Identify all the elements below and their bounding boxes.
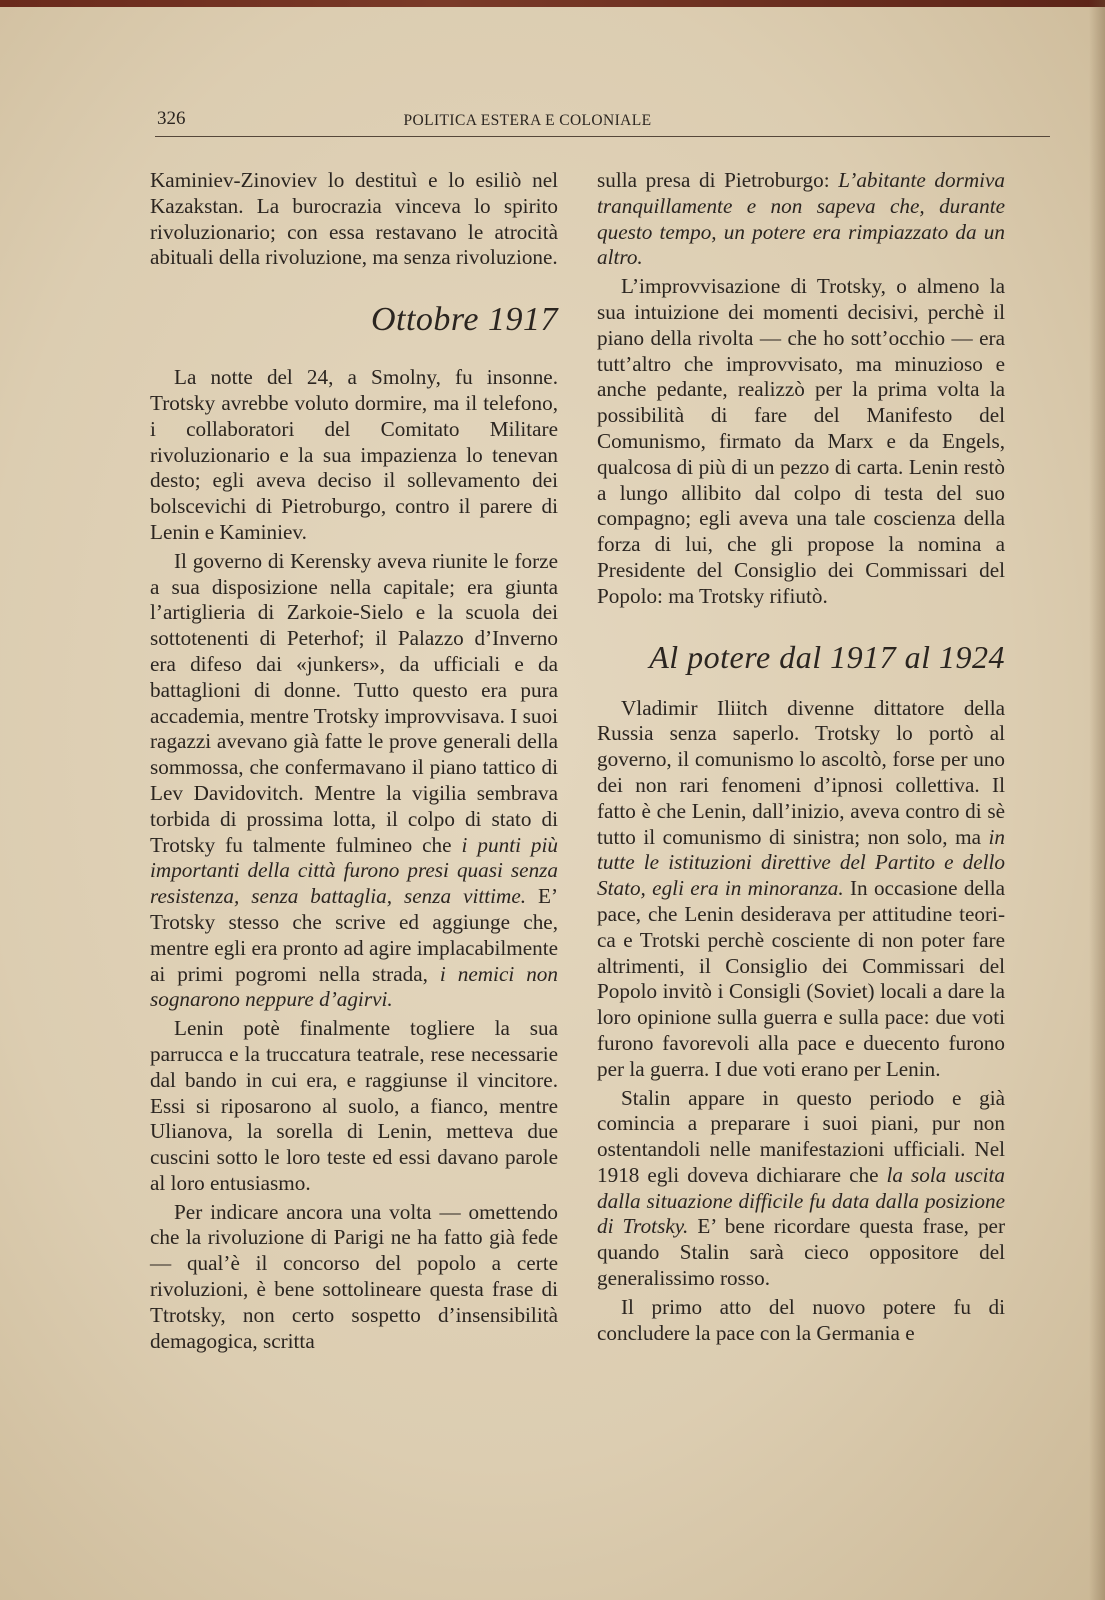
paragraph: L’improvvisazione di Trotsky, o almeno la sua intuizione dei momenti decisivi, perchè il piano della rivolta — che ho sott’occhio — era tutt’altro che improvvisato, ma minuzioso e anche pedante, realizzò per la prima volta la possibilità di fare del Manifesto del Comunismo, firmato da Marx e da Engels, qualcosa di più di un pezzo di carta. Lenin restò a lungo allibito dal colpo di testa del suo compagno; egli aveva una tale coscienza della forza di lui, che gli propose la nomina a Presidente del Consiglio dei Commissari del Popolo: ma Trotsky rifiutò.	[597, 274, 1005, 608]
left-column	[150, 168, 558, 1357]
section-heading-ottobre: Ottobre 1917	[370, 301, 558, 339]
text-run: E’ bene ricordare questa frase, per quando Stalin sarà cieco oppositore del generalissimo rosso.	[597, 1214, 1006, 1291]
paragraph: Per indicare ancora una volta — omettendo che la rivoluzione di Parigi ne ha fatto già fede — qual’è il concorso del popolo a certe rivoluzioni, è bene sottolineare questa frase di Ttrotsky, non certo sospetto d’insensibilità demagogica, scritta	[150, 1199, 558, 1353]
section-heading-al-potere: Al potere dal 1917 al 1924	[649, 638, 1005, 675]
text-run: Stalin appare in questo periodo e già comincia a preparare i suoi piani, pur non ostentandoli nelle manifestazioni ufficiali. Nel 1918 egli doveva dichiarare che	[597, 1085, 1005, 1187]
italic-quote: in tutte le istituzioni direttive del Partito e dello Stato, egli era in minoranza.	[597, 824, 1005, 901]
text-run: sulla presa di Pietroburgo:	[597, 168, 830, 192]
paragraph: Kaminiev-Zinoviev lo destituì e lo esiliò nel Kazakstan. La burocrazia vinceva lo spirito rivoluzionario; con essa restavano le atrocità abituali della rivoluzione, ma senza rivoluzione.	[150, 168, 558, 270]
italic-quote: L’abitante dormiva tranquillamente e non sapeva che, durante questo tempo, un potere era rimpiazzato da un altro.	[597, 168, 1006, 270]
paragraph	[597, 696, 1005, 1083]
text-run: Vladimir Iliitch divenne dittatore della Russia senza saperlo. Trotsky lo portò al governo, il comunismo lo ascoltò, forse per uno dei non rari fenomeni d’ipnosi collettiva. Il fatto è che Lenin, dall’inizio, aveva contro di sè tutto il comunismo di sinistra; non solo, ma	[597, 695, 1005, 849]
text-run: E’ Trotsky stesso che scrive ed aggiunge che, mentre egli era pronto ad agire implacabilmente ai primi pogromi nella strada,	[150, 884, 558, 986]
italic-quote: i punti più importanti della città furono presi quasi senza resistenza, senza battaglia, senza vittime.	[150, 832, 559, 909]
page-header	[155, 104, 1050, 140]
top-edge-band	[0, 0, 1105, 7]
paragraph: Lenin potè finalmente togliere la sua parrucca e la truccatura teatrale, rese necessarie dal bando in cui era, e raggiunse il vincitore. Essi si riposarono al suolo, a fianco, mentre Ulianova, la sorella di Lenin, metteva due cuscini sotto le loro teste ed essi davano parole al loro entusiasmo.	[150, 1016, 558, 1195]
paragraph	[597, 168, 1005, 271]
running-title: POLITICA ESTERA E COLONIALE	[403, 112, 652, 129]
page-number: 326	[157, 108, 186, 129]
paragraph: La notte del 24, a Smolny, fu insonne. Trotsky avrebbe voluto dormire, ma il telefono, i collaboratori del Comitato Militare rivoluzionario e la sua impazienza lo tenevan desto; egli aveva deciso il sollevamento dei bolscevichi di Pietroburgo, contro il parere di Lenin e Kaminiev.	[150, 365, 558, 544]
text-run: Il governo di Kerensky aveva riunite le forze a sua disposizione nella capitale; era giunta l’artiglieria di Zarkoie-Sielo e la scuola dei sottotenenti di Peterhof; il Palazzo d’Inverno era difeso dai «junkers», da ufficiali e da battaglioni di donne. Tutto questo era pura accademia, mentre Trotsky improvvisava. I suoi ragazzi avevano già fatte le prove generali della sommossa, che confermavano il piano tattico di Lev Davidovitch. Mentre la vigilia sembrava torbida di prossima lotta, il colpo di stato di Trotsky fu talmente fulmineo che	[150, 548, 558, 857]
page-edge-shadow	[1089, 0, 1105, 1600]
text-run: In occasione della pace, che Lenin desiderava per attitudine teorica e Trotski perchè cosciente di non poter fare altrimenti, il Consiglio dei Commissari del Popolo invitò i Consigli (Soviet) locali a dare la loro opinione sulla guerra e sulla pace: due voti furono favorevoli alla pace e duecento furono per la guerra. I due voti erano per Lenin.	[597, 876, 1006, 1081]
right-column	[597, 168, 1005, 1349]
italic-quote: i nemici non sognarono neppure d’agirvi.	[150, 961, 558, 1012]
paragraph	[597, 1086, 1005, 1292]
italic-quote: la sola uscita dalla situazione difficile fu data dalla posizione di Trotsky.	[597, 1162, 1006, 1239]
paragraph	[150, 549, 558, 1013]
header-rule	[155, 136, 1050, 137]
paragraph: Il primo atto del nuovo potere fu di concludere la pace con la Germania e	[597, 1294, 1005, 1345]
